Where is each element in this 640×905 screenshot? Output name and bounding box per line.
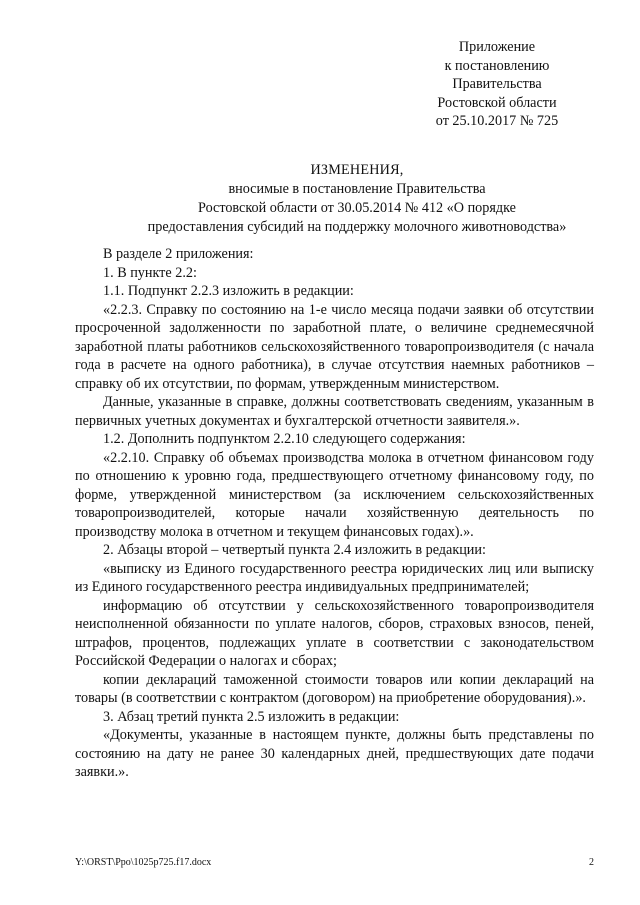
appendix-line: Правительства xyxy=(452,76,542,93)
appendix-block xyxy=(400,38,594,131)
document-title xyxy=(120,161,594,237)
appendix-line: от 25.10.2017 № 725 xyxy=(435,113,559,130)
paragraph: информацию об отсутствии у сельскохозяйственного товаропроизводителя неисполненной обязанности по уплате налогов, сборов, страховых взносов, пеней, штрафов, процентов, подлежащих уплате в соответствии с законодательством Российской Федерации о налогах и сборах; xyxy=(75,597,594,669)
paragraph: «выписку из Единого государственного реестра юридических лиц или выписку из Единого государственного реестра индивидуальных предпринимателей; xyxy=(75,560,594,595)
file-path: Y:\ORST\Ppo\1025p725.f17.docx xyxy=(75,857,212,868)
paragraph: 1.1. Подпункт 2.2.3 изложить в редакции: xyxy=(103,283,354,299)
title-heading: ИЗМЕНЕНИЯ, xyxy=(310,162,404,178)
paragraph: Данные, указанные в справке, должны соответствовать сведениям, указанным в первичных учетных документах и бухгалтерской отчетности заявителя.». xyxy=(75,394,594,429)
title-line: Ростовской области от 30.05.2014 № 412 «О порядке xyxy=(198,200,516,216)
paragraph: «2.2.3. Справку по состоянию на 1-е число месяца подачи заявки об отсутствии просроченной задолженности по заработной плате, о величине среднемесячной заработной платы работников сельскохозяйственного товаропроизводителя (с начала года в расчете на одного работника), в случае отсутствия наемных работников – справку об их отсутствии, по формам, утвержденным министерством. xyxy=(75,301,594,392)
title-line: вносимые в постановление Правительства xyxy=(228,181,486,197)
paragraph: 1.2. Дополнить подпунктом 2.2.10 следующего содержания: xyxy=(103,431,466,447)
document-body xyxy=(75,245,594,782)
paragraph: 3. Абзац третий пункта 2.5 изложить в редакции: xyxy=(103,708,400,725)
page-number: 2 xyxy=(589,857,594,868)
appendix-line: к постановлению xyxy=(444,57,550,74)
paragraph: «Документы, указанные в настоящем пункте, должны быть представлены по состоянию на дату не ранее 30 календарных дней, предшествующих дате подачи заявки.». xyxy=(75,727,594,780)
paragraph: 1. В пункте 2.2: xyxy=(103,264,197,281)
paragraph: копии деклараций таможенной стоимости товаров или копии деклараций на товары (в соответствии с контрактом (договором) на приобретение оборудования).». xyxy=(75,671,594,706)
appendix-line: Ростовской области xyxy=(437,94,557,111)
appendix-line: Приложение xyxy=(458,39,536,55)
title-line: предоставления субсидий на поддержку молочного животноводства» xyxy=(147,219,567,235)
paragraph: «2.2.10. Справку об объемах производства молока в отчетном финансовом году по отношению к уровню года, предшествующего отчетному финансовому году, по форме, утвержденной министерством (за исключением сельскохозяйственных товаропроизводителей, которые начали хозяйственную деятельность по производству молока в отчетном и текущем финансовых годах).». xyxy=(75,449,594,540)
paragraph: В разделе 2 приложения: xyxy=(103,246,254,262)
paragraph: 2. Абзацы второй – четвертый пункта 2.4 изложить в редакции: xyxy=(103,542,486,558)
